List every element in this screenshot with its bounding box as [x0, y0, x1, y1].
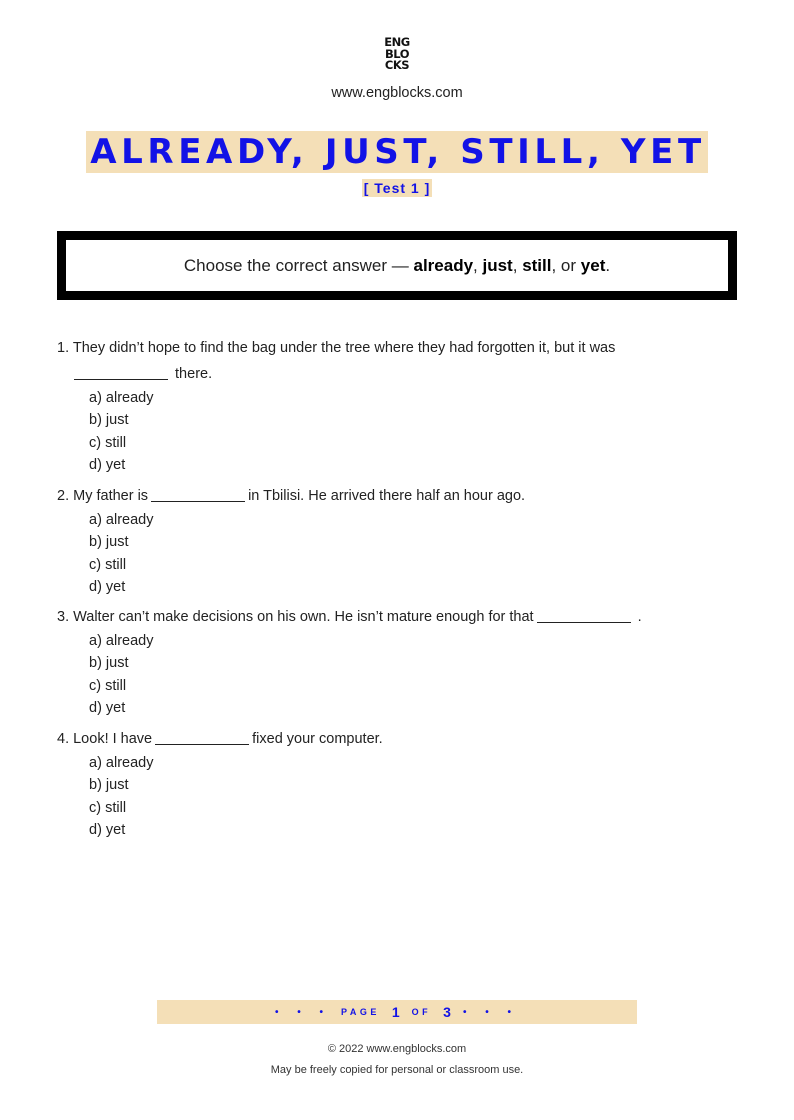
copyright: © 2022 www.engblocks.com — [327, 1043, 467, 1055]
option-b[interactable]: b) just — [89, 777, 129, 793]
logo-line: ENG — [384, 35, 410, 49]
answer-blank[interactable] — [537, 607, 631, 623]
question-text: 1. They didn’t hope to find the bag under the tree where they had forgotten it, but it was — [57, 340, 616, 356]
option-b[interactable]: b) just — [89, 534, 129, 550]
question-text: 2. My father is in Tbilisi. He arrived there half an hour ago. — [57, 488, 526, 504]
engblocks-logo — [377, 37, 417, 72]
logo-line: BLO — [385, 46, 409, 61]
instruction-box — [57, 231, 737, 300]
option-c[interactable]: c) still — [89, 799, 127, 816]
question-2 — [57, 486, 747, 599]
option-d[interactable]: d) yet — [89, 822, 126, 838]
option-a[interactable]: a) already — [89, 754, 154, 771]
option-word-yet: yet — [580, 255, 606, 275]
dots-left: • • • — [274, 1006, 332, 1018]
question-3 — [57, 607, 747, 720]
options-list — [57, 387, 747, 477]
option-word-still: still — [522, 255, 552, 275]
answer-blank[interactable] — [74, 364, 168, 380]
option-a[interactable]: a) already — [89, 511, 154, 528]
logo-line: CKS — [384, 58, 410, 72]
options-list — [57, 509, 747, 599]
option-c[interactable]: c) still — [89, 677, 127, 694]
options-list — [57, 630, 747, 720]
option-d[interactable]: d) yet — [89, 579, 126, 595]
page-indicator — [157, 1000, 637, 1024]
option-c[interactable]: c) still — [89, 556, 127, 573]
test-label: [ Test 1 ] — [363, 180, 431, 196]
options-list — [57, 752, 747, 842]
question-1: 1. They didn’t hope to find the bag under the tree where they had forgotten it, but it was there. a) already b) just c) still d) yet — [57, 338, 747, 477]
page-current: 1 — [391, 1004, 400, 1020]
page-total: 3 — [443, 1004, 451, 1020]
instruction-text: Choose the correct answer — already, just, still, or yet. — [183, 255, 611, 275]
option-a[interactable]: a) already — [89, 632, 154, 649]
license-note: May be freely copied for personal or classroom use. — [270, 1064, 524, 1076]
option-c[interactable]: c) still — [89, 434, 127, 451]
of-word: OF — [411, 1007, 432, 1017]
dots-right: • • • — [462, 1006, 520, 1018]
option-b[interactable]: b) just — [89, 412, 129, 428]
question-text: 4. Look! I have fixed your computer. — [57, 731, 383, 747]
page-title: ALREADY, JUST, STILL, YET — [86, 131, 708, 173]
page-word: PAGE — [341, 1007, 380, 1017]
option-word-already: already — [413, 255, 474, 275]
option-d[interactable]: d) yet — [89, 457, 126, 473]
option-a[interactable]: a) already — [89, 389, 154, 406]
answer-blank[interactable] — [155, 729, 249, 745]
option-word-just: just — [482, 255, 513, 275]
option-b[interactable]: b) just — [89, 655, 129, 671]
site-url[interactable]: www.engblocks.com — [331, 85, 463, 101]
answer-blank[interactable] — [151, 486, 245, 502]
option-d[interactable]: d) yet — [89, 700, 126, 716]
question-4 — [57, 729, 747, 842]
question-text: 3. Walter can’t make decisions on his own. He isn’t mature enough for that . — [57, 609, 642, 625]
